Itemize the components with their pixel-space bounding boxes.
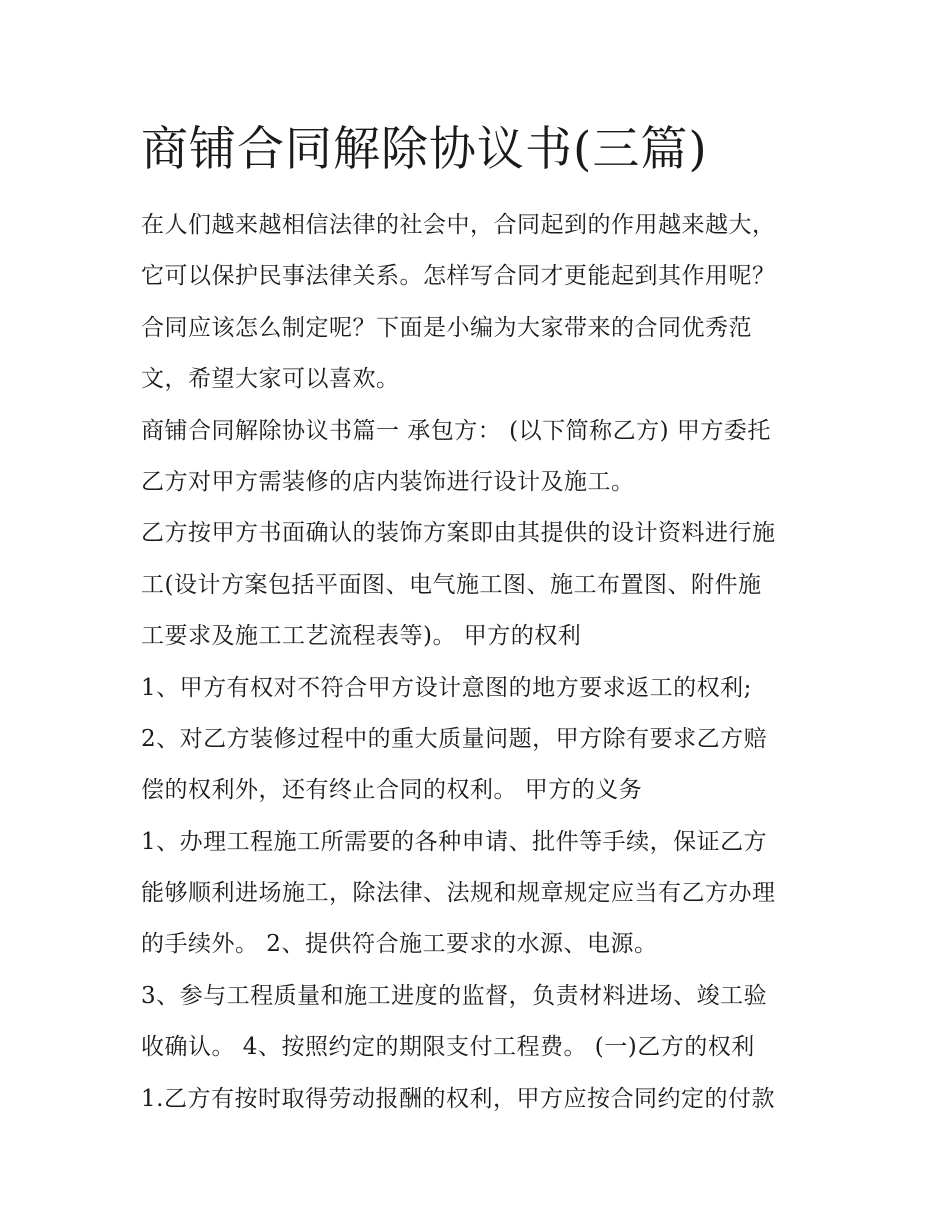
body-line: 2、对乙方装修过程中的重大质量问题，甲方除有要求乙方赔 (141, 725, 768, 752)
body-line: 工(设计方案包括平面图、电气施工图、施工布置图、附件施 (141, 571, 762, 598)
body-line: 1、甲方有权对不符合甲方设计意图的地方要求返工的权利; (141, 674, 752, 701)
body-line: 文，希望大家可以喜欢。 (141, 366, 400, 393)
body-line: 乙方按甲方书面确认的装饰方案即由其提供的设计资料进行施 (141, 520, 776, 547)
document-page (141, 112, 821, 1125)
body-line: 3、参与工程质量和施工进度的监督，负责材料进场、竣工验 (141, 982, 768, 1009)
body-line: 的手续外。 2、提供符合施工要求的水源、电源。 (141, 931, 658, 958)
body-line: 在人们越来越相信法律的社会中，合同起到的作用越来越大， (141, 212, 776, 238)
document-body (141, 200, 821, 1125)
body-line: 能够顺利进场施工，除法律、法规和规章规定应当有乙方办理 (141, 880, 776, 907)
document-title: 商铺合同解除协议书(三篇) (141, 122, 708, 177)
body-line: 1、办理工程施工所需要的各种申请、批件等手续，保证乙方 (141, 828, 768, 855)
body-line: 工要求及施工工艺流程表等)。 甲方的权利 (141, 623, 582, 650)
body-line: 它可以保护民事法律关系。怎样写合同才更能起到其作用呢？ (141, 263, 776, 290)
body-line: 偿的权利外，还有终止合同的权利。 甲方的义务 (141, 777, 643, 804)
body-line: 1.乙方有按时取得劳动报酬的权利，甲方应按合同约定的付款 (141, 1085, 775, 1112)
body-line: 商铺合同解除协议书篇一 承包方： (以下简称乙方) 甲方委托 (141, 417, 771, 444)
body-line: 收确认。 4、按照约定的期限支付工程费。 (一)乙方的权利 (141, 1034, 755, 1061)
body-line: 乙方对甲方需装修的店内装饰进行设计及施工。 (141, 468, 635, 495)
body-line: 合同应该怎么制定呢？下面是小编为大家带来的合同优秀范 (141, 314, 752, 341)
